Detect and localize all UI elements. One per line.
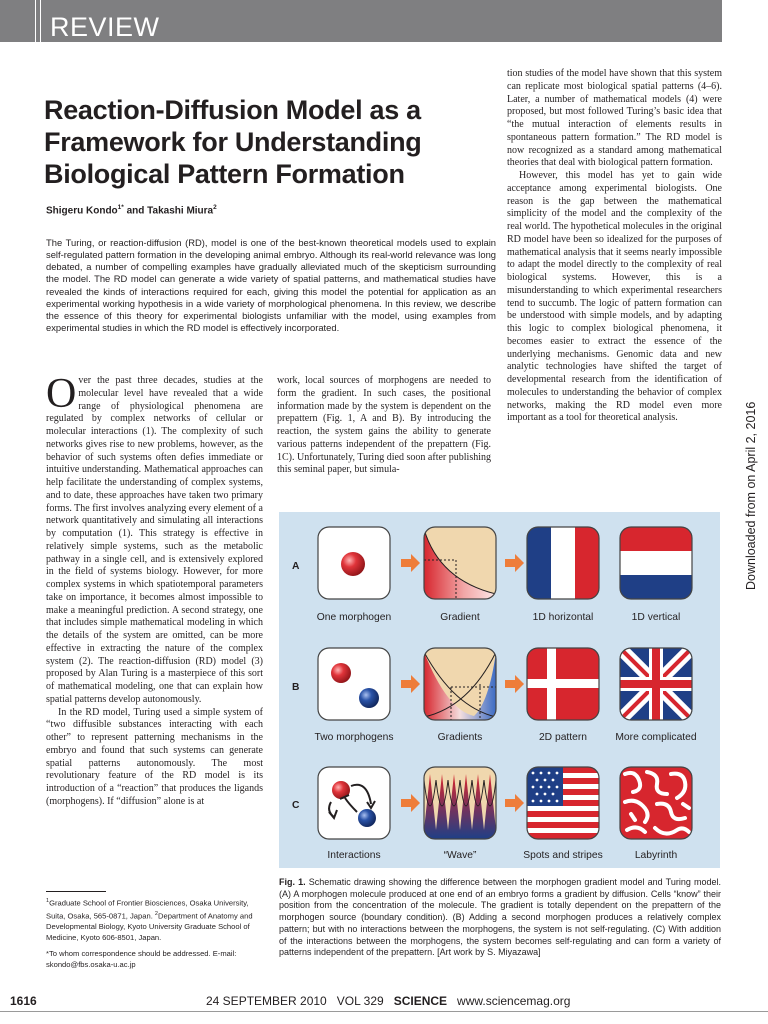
flag-1d-horizontal bbox=[527, 527, 599, 599]
affil-2-mark: 2 bbox=[154, 911, 158, 918]
label-2d-pattern: 2D pattern bbox=[538, 732, 588, 743]
blue-morphogen-ball bbox=[358, 809, 376, 827]
label-labyrinth: Labyrinth bbox=[634, 850, 678, 861]
red-morphogen-ball bbox=[341, 552, 365, 576]
tile-two-morphogens bbox=[318, 648, 390, 720]
flag-1d-vertical bbox=[620, 527, 692, 599]
row-letter-b: B bbox=[292, 682, 300, 693]
body-paragraph-col3-a: tion studies of the model have shown that this system can replicate most biological spatial patterns (4–6). Later, a number of mathematical models (4) were proposed, but most followed Turing’s basic idea that “the mutual interaction of elements results in spontaneous pattern formation.” The RD model is now recognized as a standard among mathematical theories that deal with biological pattern formation. bbox=[507, 68, 722, 169]
flag-2d-pattern bbox=[527, 648, 599, 720]
arrow-right-icon bbox=[401, 554, 420, 572]
label-1d-horizontal: 1D horizontal bbox=[532, 612, 594, 623]
flag-spots-and-stripes bbox=[527, 767, 599, 839]
author-kondo: Shigeru Kondo bbox=[46, 205, 118, 217]
arrow-right-icon bbox=[401, 794, 420, 812]
label-two-morphogens: Two morphogens bbox=[314, 732, 394, 743]
blue-morphogen-ball bbox=[359, 688, 379, 708]
caption-label: Fig. 1. bbox=[279, 877, 306, 887]
affiliations bbox=[46, 896, 266, 943]
label-spots-and-stripes: Spots and stripes bbox=[523, 850, 603, 861]
correspondence-note: *To whom correspondence should be addressed. E-mail: skondo@fbs.osaka-u.ac.jp bbox=[46, 949, 237, 970]
author-line bbox=[46, 204, 217, 216]
figure-caption bbox=[279, 877, 721, 959]
label-wave: “Wave” bbox=[443, 850, 477, 861]
tile-interactions bbox=[318, 767, 390, 839]
author-kondo-affil: 1* bbox=[117, 204, 124, 211]
issue-volume: VOL 329 bbox=[336, 994, 384, 1008]
arrow-right-icon bbox=[401, 675, 420, 693]
section-label: REVIEW bbox=[50, 12, 160, 42]
issue-info bbox=[206, 994, 570, 1008]
pattern-labyrinth bbox=[620, 767, 692, 839]
body-column-1 bbox=[46, 371, 263, 809]
tile-wave bbox=[424, 767, 496, 839]
page-footer bbox=[0, 993, 768, 1011]
flag-more-complicated bbox=[620, 648, 692, 720]
footer-rule bbox=[0, 1011, 768, 1012]
body-column-2 bbox=[277, 375, 491, 477]
section-banner bbox=[0, 0, 722, 42]
journal-name: SCIENCE bbox=[393, 994, 448, 1008]
arrow-right-icon bbox=[505, 794, 524, 812]
tile-gradients-b bbox=[424, 648, 496, 720]
label-interactions: Interactions bbox=[327, 850, 381, 861]
abstract: The Turing, or reaction-diffusion (RD), model is one of the best-known theoretical models used to explain self-regulated pattern formation in the developing animal embryo. Although its real-world relevance was long debated, a number of compelling examples have gradually alleviated much of the skepticism surrounding the model. The RD model can generate a wide variety of spatial patterns, and mathematical studies have revealed the kinds of interactions required for each, giving this model the potential for application as an experimental working hypothesis in a wide variety of morphological phenomena. In this review, we describe the essence of this theory for experimental biologists unfamiliar with the model, using examples from experimental studies in which the RD model is effectively incorporated. bbox=[46, 237, 496, 334]
figure-1 bbox=[279, 512, 720, 868]
figure-1-artwork bbox=[279, 512, 720, 868]
author-miura-affil: 2 bbox=[213, 204, 217, 211]
caption-text: Schematic drawing showing the difference between the morphogen gradient model and Turing model. (A) A morphogen molecule produced at one end of an embryo forms a gradient by diffusion. Cells “know” their position from the concentration of the molecule. The gradient is totally dependent on the prepattern of the morphogen source (boundary condition). (B) Adding a second morphogen produces a relatively complex pattern; but with no interactions between the morphogens, the system is not self-regulating. (C) With addition of the interactions between the morphogens, the system becomes self-regulating and can form a variety of patterns independent of the prepattern. [Art work by S. Miyazawa] bbox=[279, 877, 721, 958]
intro-paragraph bbox=[46, 371, 263, 707]
label-gradient: Gradient bbox=[440, 612, 480, 623]
download-note: Downloaded from on April 2, 2016 bbox=[744, 401, 758, 590]
rd-model-paragraph: In the RD model, Turing used a simple system of “two diffusible substances interacting with each other” to represent patterning mechanisms in the embryo and found that such systems can generate spatial patterns autonomously. The most revolutionary feature of the RD model is its introduction of a “reaction” that produces the ligands (morphogens). If “diffusion” alone is at bbox=[46, 706, 263, 807]
body-paragraph-col3-b: However, this model has yet to gain wide acceptance among experimental biologists. One reason is the gap between the mathematical simplicity of the model and the complexity of the real world. The hypothetical molecules in the original RD model have been so idealized for the purposes of mathematical analysis that it seems nearly impossible to adapt the model directly to the complexity of real biological systems. However, this is a misunderstanding to which experimental researchers tend to succumb. The logic of pattern formation can be understood with simple models, and by adapting this logic to complex biological phenomena, it becomes easier to extract the essence of the underlying mechanisms. Genomic data and new analytic technologies have shifted the target of developmental research from the identification of molecules to understanding the behavior of complex networks, making the RD model even more important as a tool for theoretical analysis. bbox=[507, 170, 722, 424]
affil-2: Department of Anatomy and Developmental Biology, Kyoto University Graduate School of Medicine, Kyoto 606-8501, Japan. bbox=[46, 911, 253, 942]
affil-1: Graduate School of Frontier Biosciences, Osaka University, Suita, Osaka, 565-0871, Japan. bbox=[46, 898, 249, 921]
journal-url[interactable]: www.sciencemag.org bbox=[457, 994, 571, 1008]
page-number: 1616 bbox=[10, 994, 37, 1008]
arrow-right-icon bbox=[505, 675, 524, 693]
red-morphogen-ball bbox=[331, 663, 351, 683]
intro-text: ver the past three decades, studies at the molecular level have revealed that a wide range of physiological phenomena are regulated by complex networks of cellular or molecular interactions (1). The complexity of such networks gives rise to new problems, however, as the behavior of such systems often defies immediate or intuitive understanding. Mathematical approaches can help facilitate the understanding of complex systems, and to date, these approaches have taken two primary forms. The first involves analyzing every element of a network quantitatively and simulating all interactions by computation (1). This strategy is effective in relatively simple systems, such as the metabolic pathway in a single cell, and is extensively explored in the field of systems biology. However, for more complex systems in which spatiotemporal parameters take on importance, it becomes almost impossible to make a meaningful prediction. A second strategy, one that includes simple mathematical modeling in which the details of the system are omitted, can be more effective in extracting the nature of the complex system (2). The reaction-diffusion (RD) model (3) proposed by Alan Turing is a masterpiece of this sort of mathematical modeling, one that can explain how spatial patterns develop autonomously. bbox=[46, 375, 263, 705]
arrow-right-icon bbox=[505, 554, 524, 572]
drop-cap: O bbox=[46, 371, 77, 417]
label-gradients: Gradients bbox=[437, 732, 483, 743]
article-title: Reaction-Diffusion Model as a Framework for Understanding Biological Pattern Formation bbox=[44, 95, 422, 189]
author-miura: and Takashi Miura bbox=[123, 205, 214, 217]
footnote-rule bbox=[46, 891, 106, 892]
body-paragraph-col2: work, local sources of morphogens are needed to form the gradient. In such cases, the positional information made by the system is dependent on the prepattern (Fig. 1, A and B). By introducing the reaction, the system gains the ability to generate various patterns independent of the prepattern (Fig. 1C). Unfortunately, Turing died soon after publishing this seminal paper, but simula- bbox=[277, 375, 491, 476]
tile-gradient-a bbox=[424, 527, 496, 599]
label-more-complicated: More complicated bbox=[615, 732, 697, 743]
label-1d-vertical: 1D vertical bbox=[631, 612, 681, 623]
body-column-3 bbox=[507, 68, 722, 425]
banner-bars bbox=[35, 0, 41, 42]
affil-1-mark: 1 bbox=[46, 898, 50, 904]
row-letter-c: C bbox=[292, 800, 300, 811]
label-one-morphogen: One morphogen bbox=[316, 612, 392, 623]
issue-date: 24 SEPTEMBER 2010 bbox=[206, 994, 327, 1008]
row-letter-a: A bbox=[292, 561, 300, 572]
footnotes bbox=[46, 896, 266, 971]
